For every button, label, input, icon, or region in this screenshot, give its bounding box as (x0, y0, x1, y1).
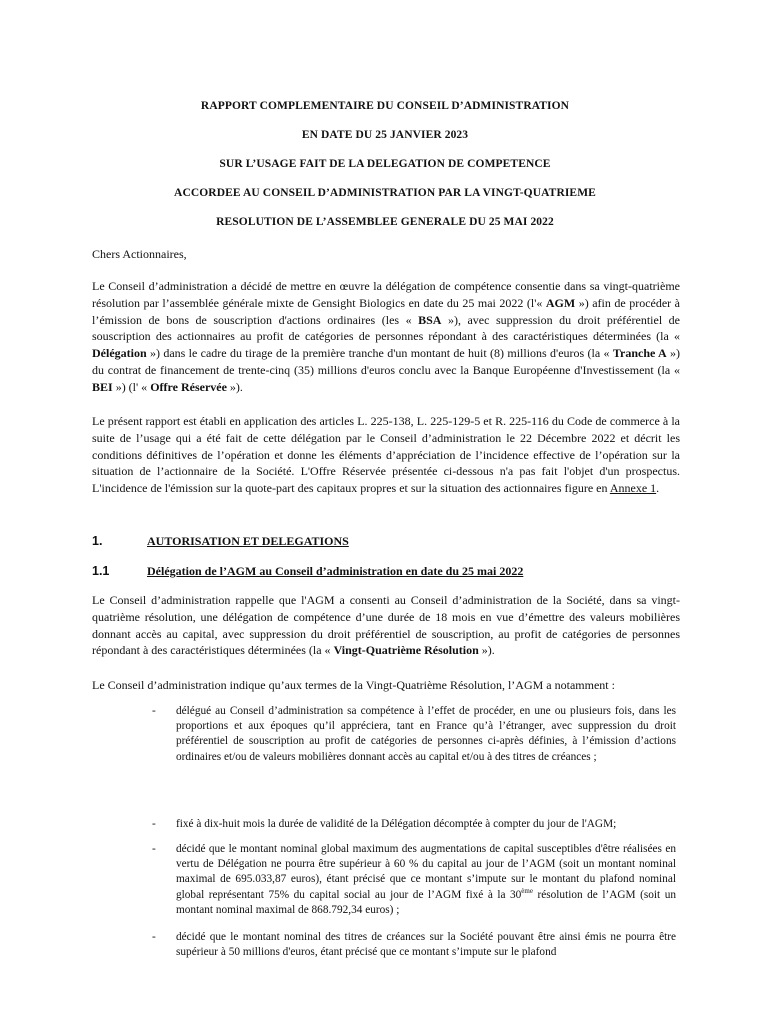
title-line-4: ACCORDEE AU CONSEIL D’ADMINISTRATION PAR LA VINGT-QUATRIEME (174, 187, 596, 199)
title-line-2: EN DATE DU 25 JANVIER 2023 (301, 129, 469, 141)
list-item: - fixé à dix-huit mois la durée de validité de la Délégation décomptée à compter du jour de l'AGM; (176, 817, 676, 832)
title-line-1: RAPPORT COMPLEMENTAIRE DU CONSEIL D’ADMINISTRATION (200, 100, 570, 112)
list-item: - délégué au Conseil d’administration sa compétence à l’effet de procéder, en une ou plusieurs fois, dans les proportions et aux époques qu’il appréciera, tant en France qu’à l’étranger, avec suppression du droit préférentiel de souscription au profit de catégories de personnes ci-après définies, à l’émission d’actions ordinaires et/ou de valeurs mobilières donnant accès au capital et/ou à des titres de créances ; (152, 705, 676, 763)
title-line-3: SUR L’USAGE FAIT DE LA DELEGATION DE COMPETENCE (219, 158, 551, 170)
term-bsa: BSA (418, 312, 442, 327)
list-item: - décidé que le montant nominal des titres de créances sur la Société pouvant être ainsi émis ne pourra être supérieur à 50 millions d'euros, étant précisé que ce montant s’impute sur le plafond (152, 931, 676, 959)
annex-1-link[interactable]: Annexe 1 (609, 481, 657, 496)
greeting: Chers Actionnaires, (92, 247, 187, 261)
term-offre-reservee: Offre Réservée (150, 379, 227, 394)
section-number: 1. (92, 534, 103, 548)
bullet-dash: - (152, 931, 156, 943)
intro-paragraph: Le Conseil d’administration a décidé de mettre en œuvre la délégation de compétence consentie dans sa vingt-quatrième résolution par l’assemblée générale mixte de Gensight Biologics en date du 25 mai 2022 (l'« AGM ») afin de procéder à l’émission de bons de souscription d'actions ordinaires (les « BSA »), avec suppression du droit préférentiel de souscription des actionnaires au profit de catégories de personnes répondant à des caractéristiques déterminées (la « Délégation ») dans le cadre du tirage de la première tranche d'un montant de huit (8) millions d'euros (la « Tranche A ») du contrat de financement de trente-cinq (35) millions d'euros conclu avec la Banque Européenne d'Investissement (la « BEI ») (l' « Offre Réservée »). (92, 279, 680, 394)
agm-paragraph: Le Conseil d’administration rappelle que l'AGM a consenti au Conseil d’administration de la Société, dans sa vingt-quatrième résolution, une délégation de compétence d’une durée de 18 mois en vue d’émettre des valeurs mobilières donnant accès au capital, avec suppression du droit préférentiel de souscription, au profit de catégories de personnes répondant à des caractéristiques déterminées (la « Vingt-Quatrième Résolution »). (92, 593, 680, 658)
section-number: 1.1 (92, 564, 110, 578)
bullet-dash: - (152, 705, 156, 717)
term-delegation: Délégation (92, 346, 147, 361)
term-tranche-a: Tranche A (612, 346, 667, 361)
section-title: Délégation de l’AGM au Conseil d’administration en date du 25 mai 2022 (147, 564, 524, 578)
indique-paragraph: Le Conseil d’administration indique qu’aux termes de la Vingt-Quatrième Résolution, l’AGM a notamment : (92, 678, 615, 692)
section-title: AUTORISATION ET DELEGATIONS (147, 534, 349, 548)
term-agm: AGM (545, 295, 576, 310)
title-line-5: RESOLUTION DE L’ASSEMBLEE GENERALE DU 25 MAI 2022 (216, 216, 554, 228)
bullet-dash: - (152, 843, 156, 855)
term-bei: BEI (92, 379, 113, 394)
bullet-dash: - (152, 818, 156, 830)
report-paragraph: Le présent rapport est établi en application des articles L. 225-138, L. 225-129-5 et R. 225-116 du Code de commerce à la suite de l’usage qui a été fait de cette délégation par le Conseil d’administration le 22 Décembre 2022 et décrit les conditions définitives de l’opération et donne les éléments d’appréciation de l’incidence effective de l’opération sur la situation de l’actionnaire de la Société. L'Offre Réservée présentée ci-dessous n'a pas fait l'objet d'un prospectus. L'incidence de l'émission sur la quote-part des capitaux propres et sur la situation des actionnaires figure en Annexe 1. (92, 414, 680, 496)
term-vingt-quatrieme-resolution: Vingt-Quatrième Résolution (333, 643, 479, 658)
list-item: - décidé que le montant nominal global maximum des augmentations de capital susceptibles d'être réalisées en vertu de Délégation ne pourra être supérieur à 60 % du capital au jour de l’AGM (soit un montant nominal maximal de 695.033,87 euros), étant précisé que ce montant s’impute sur le montant du plafond nominal global représentant 75% du capital social au jour de l’AGM fixé à la 30ème résolution de l’AGM (soit un montant nominal maximal de 868.792,34 euros) ; (152, 843, 676, 916)
